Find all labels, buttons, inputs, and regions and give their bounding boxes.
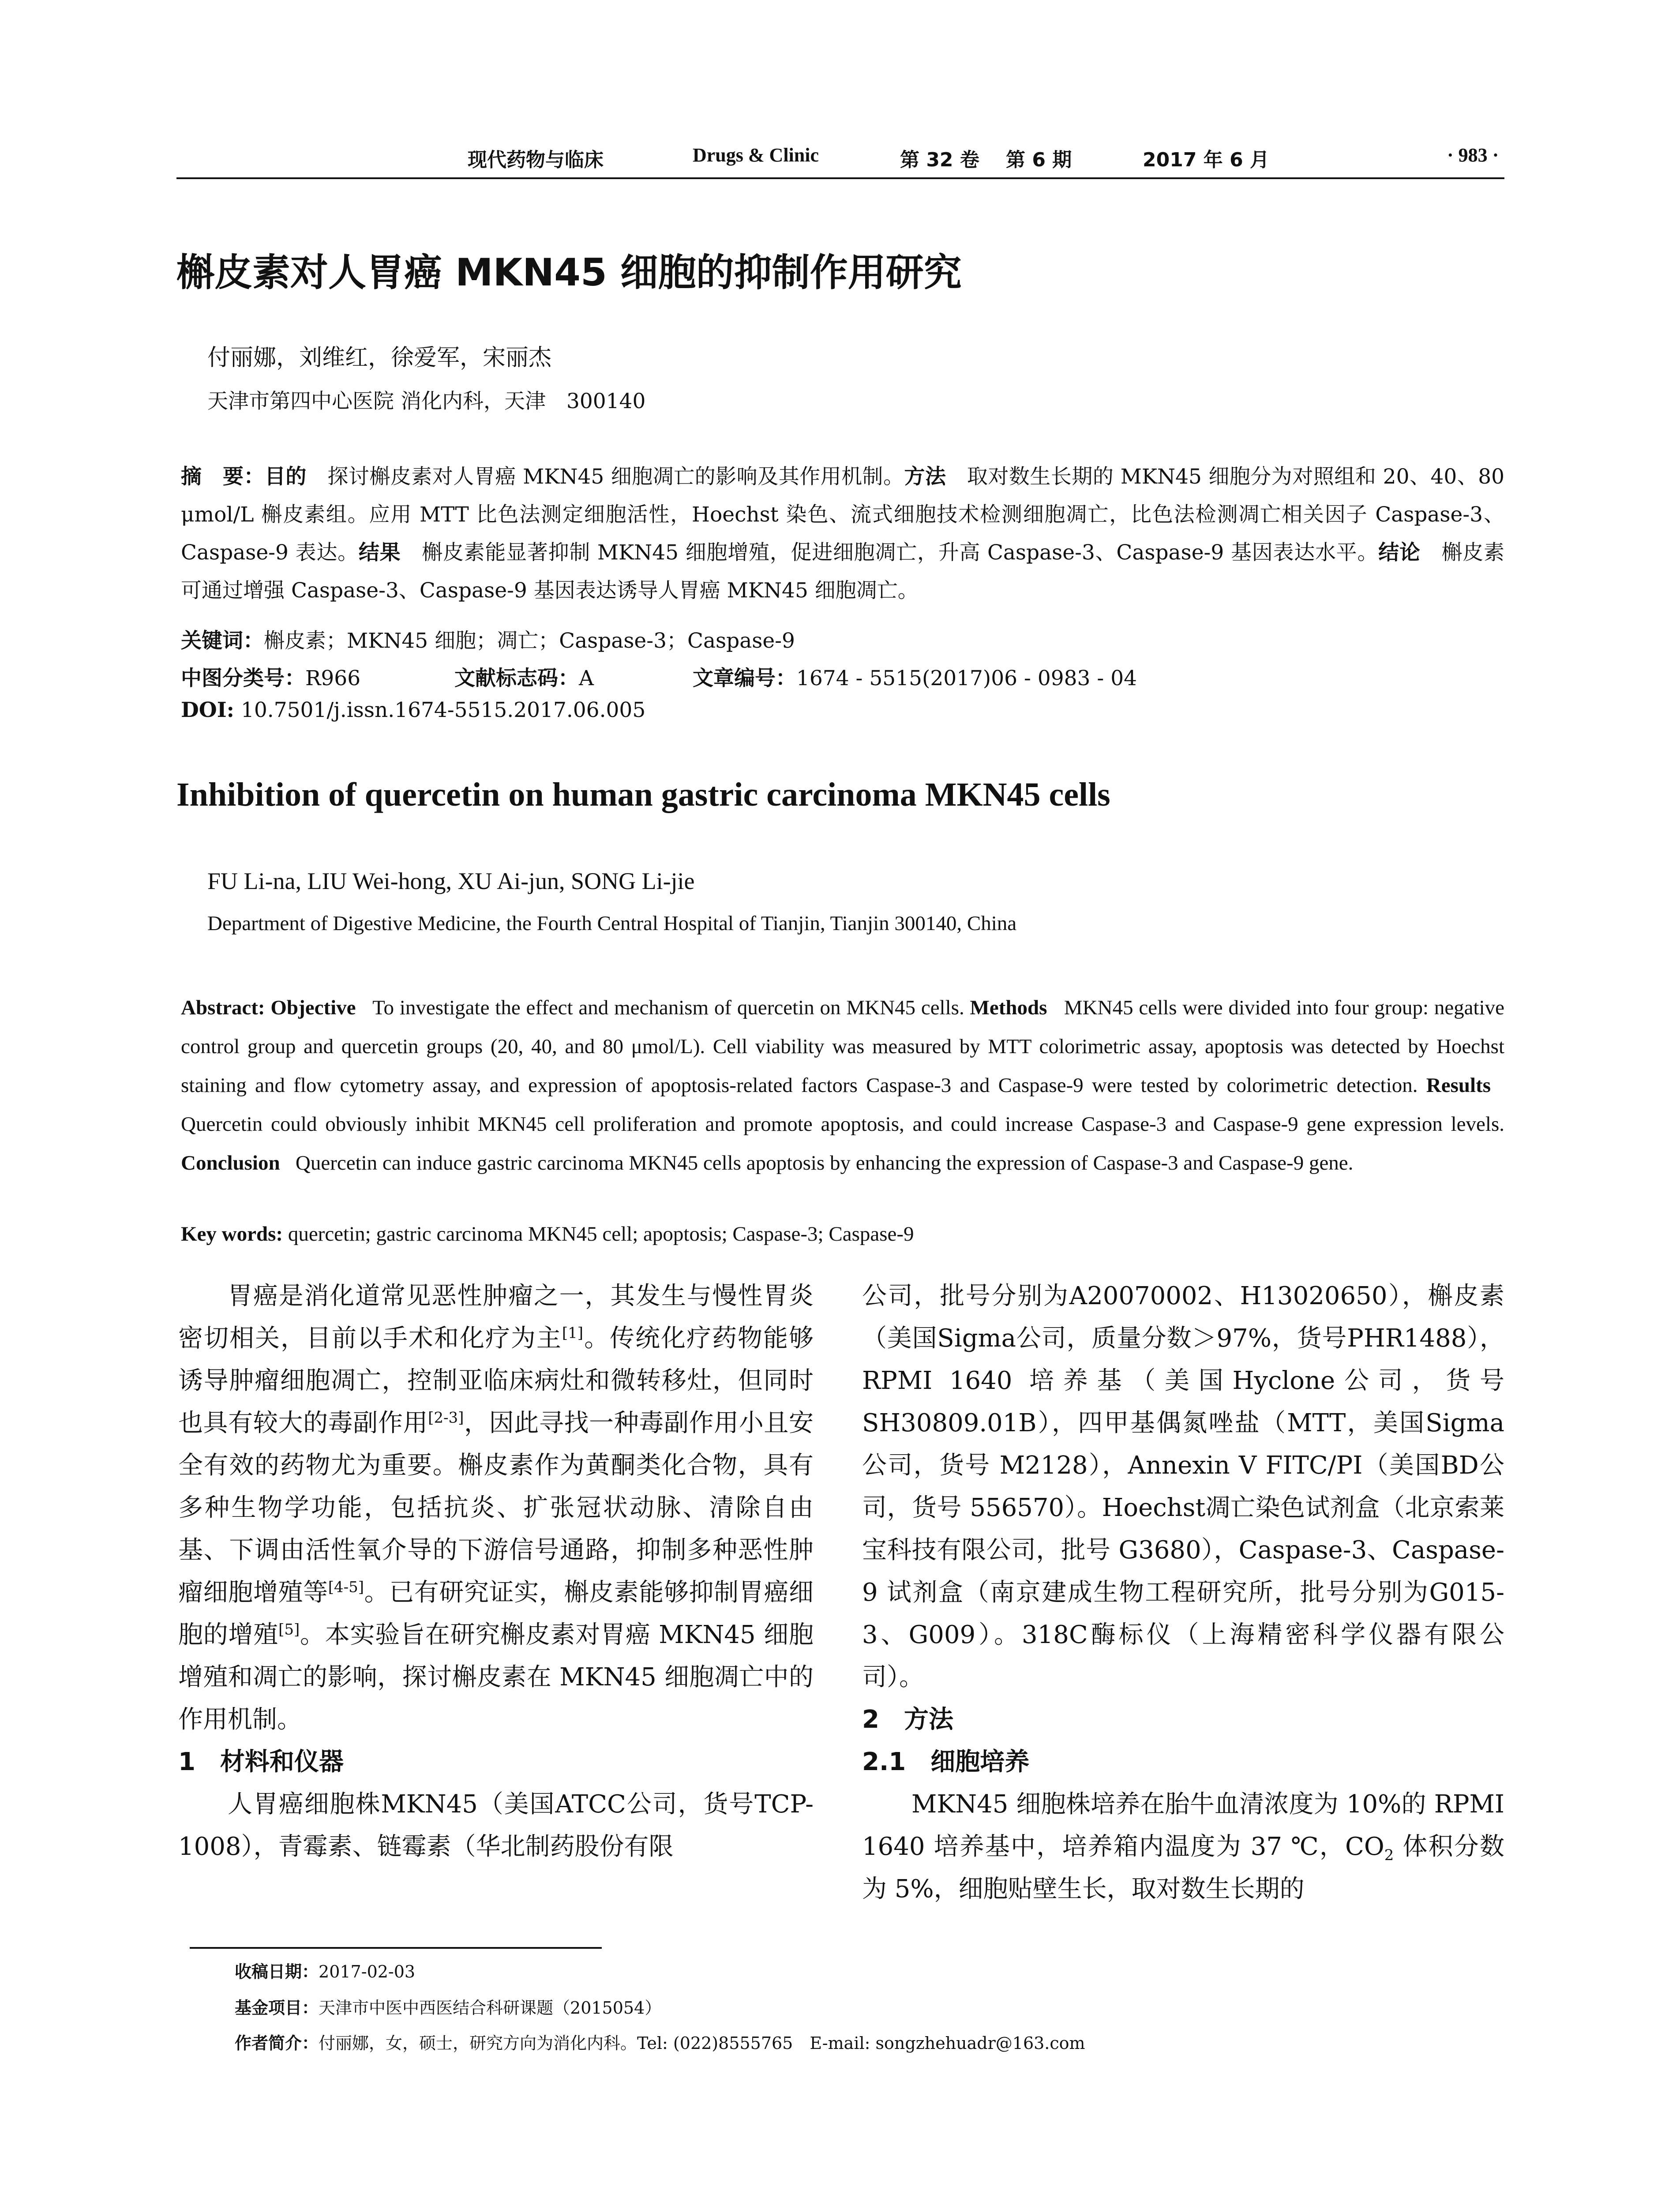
section-heading-methods: 2 方法 — [862, 1705, 953, 1734]
doc-code-value: A — [579, 666, 594, 690]
author-bio-value: 付丽娜，女，硕士，研究方向为消化内科。Tel: (022)8555765 E-mail: songzhehuadr@163.com — [319, 2033, 1085, 2053]
methods-en: MKN45 cells were divided into four group: negative control group and quercetin groups (20, 40, and 80 μmol/L). Cell viability was measured by MTT colorimetric assay, apoptosis was detected by Hoechst staining and flow cytometry assay, and expression of apoptosis-related factors Caspase-3 and Caspase-9 were tested by colorimetric detection. — [181, 996, 1505, 1097]
fund-value: 天津市中医中西医结合科研课题（2015054） — [319, 1998, 662, 2018]
received-label: 收稿日期： — [235, 1962, 319, 1981]
citation-1: [1] — [562, 1324, 584, 1342]
materials-paragraph-start: 人胃癌细胞株MKN45（美国ATCC公司，货号TCP-1008），青霉素、链霉素（华北制药股份有限 — [178, 1790, 814, 1861]
intro-text-5: 。本实验旨在研究槲皮素对胃癌 MKN45 细胞增殖和凋亡的影响，探讨槲皮素在 MKN45 细胞凋亡中的作用机制。 — [178, 1621, 814, 1734]
results-label-en: Results — [1426, 1074, 1491, 1097]
classification-line — [181, 662, 360, 691]
materials-paragraph-continued: 公司，批号分别为A20070002、H13020650），槲皮素（美国Sigma公司，质量分数＞97%，货号PHR1488），RPMI 1640 培养基（美国Hyclone公司，货号SH30809.01B），四甲基偶氮唑盐（MTT，美国Sigma公司，货号 M2128），Annexin V FITC/PI（美国BD公司，货号 556570）。Hoechst凋亡染色试剂盒（北京索莱宝科技有限公司，批号 G3680），Caspase-3、Caspase-9 试剂盒（南京建成生物工程研究所，批号分别为G015-3、G009）。318C酶标仪（上海精密科学仪器有限公司）。 — [862, 1282, 1504, 1692]
conclusion-en: Quercetin can induce gastric carcinoma MKN45 cells apoptosis by enhancing the expression of Caspase-3 and Caspase-9 gene. — [295, 1152, 1354, 1174]
doi-line — [181, 698, 645, 722]
intro-text-3: ，因此寻找一种毒副作用小且安全有效的药物尤为重要。槲皮素作为黄酮类化合物，具有多种生物学功能，包括抗炎、扩张冠状动脉、清除自由基、下调由活性氧介导的下游信号通路，抑制多种恶性肿瘤细胞增殖等 — [178, 1409, 814, 1607]
citation-4: [5] — [278, 1621, 300, 1639]
citation-3: [4-5] — [328, 1578, 364, 1596]
abstract-label-cn: 摘 要： — [181, 465, 265, 489]
methods-label-en: Methods — [970, 996, 1047, 1019]
results-en: Quercetin could obviously inhibit MKN45 cell proliferation and promote apoptosis, and could increase Caspase-3 and Caspase-9 gene expression levels. — [181, 1113, 1504, 1136]
keywords-cn-line — [181, 624, 795, 654]
intro-paragraph — [178, 1275, 814, 1741]
doi-value: 10.7501/j.issn.1674-5515.2017.06.005 — [241, 698, 646, 722]
conclusion-label-en: Conclusion — [181, 1152, 280, 1174]
conclusion-label-cn: 结论 — [1378, 540, 1421, 565]
authors-cn: 付丽娜，刘维红，徐爱军，宋丽杰 — [207, 345, 552, 371]
results-label-cn: 结果 — [358, 540, 401, 565]
footnote-fund — [235, 1994, 661, 2018]
methods-label-cn: 方法 — [904, 465, 946, 489]
footnote-author — [235, 2030, 1085, 2054]
body-column-left — [178, 1275, 814, 1868]
author-bio-label: 作者简介： — [235, 2033, 319, 2053]
issue: 第 6 期 — [1006, 149, 1072, 171]
co2-subscript: 2 — [1384, 1846, 1394, 1865]
issue-date: 2017 年 6 月 — [1143, 149, 1270, 171]
objective-cn: 探讨槲皮素对人胃癌 MKN45 细胞凋亡的影响及其作用机制。 — [327, 465, 904, 489]
page-number: · 983 · — [1447, 144, 1499, 166]
article-title-en: Inhibition of quercetin on human gastric carcinoma MKN45 cells — [176, 776, 1110, 813]
article-number-value: 1674 - 5515(2017)06 - 0983 - 04 — [796, 666, 1137, 690]
keywords-label-cn: 关键词： — [181, 629, 264, 653]
section-heading-materials: 1 材料和仪器 — [178, 1748, 344, 1776]
citation-2: [2-3] — [428, 1409, 464, 1427]
objective-label-en: Objective — [270, 996, 356, 1019]
authors-en: FU Li-na, LIU Wei-hong, XU Ai-jun, SONG Li-jie — [207, 868, 695, 894]
article-title-cn: 槲皮素对人胃癌 MKN45 细胞的抑制作用研究 — [176, 251, 962, 295]
objective-label-cn: 目的 — [264, 465, 307, 489]
keywords-en-line — [181, 1222, 914, 1246]
clc-label: 中图分类号： — [181, 666, 305, 690]
volume: 第 32 卷 — [900, 149, 979, 171]
clc-value: R966 — [305, 666, 361, 690]
affiliation-cn: 天津市第四中心医院 消化内科，天津 300140 — [207, 389, 646, 413]
cell-culture-paragraph — [862, 1783, 1504, 1910]
intro-text-2: 。传统化疗药物能够诱导肿瘤细胞凋亡，控制亚临床病灶和微转移灶，但同时也具有较大的毒副作用 — [178, 1324, 814, 1437]
intro-text-4: 。已有研究证实，槲皮素能够抑制胃癌细胞的增殖 — [178, 1578, 814, 1649]
affiliation-en: Department of Digestive Medicine, the Fourth Central Hospital of Tianjin, Tianjin 300140, China — [207, 912, 1017, 935]
conclusion-cn: 槲皮素可通过增强 Caspase-3、Caspase-9 基因表达诱导人胃癌 MKN45 细胞凋亡。 — [181, 540, 1505, 603]
fund-label: 基金项目： — [235, 1998, 319, 2018]
body-column-right — [862, 1275, 1504, 1910]
keywords-cn: 槲皮素；MKN45 细胞；凋亡；Caspase-3；Caspase-9 — [264, 629, 795, 653]
abstract-label-en: Abstract: — [181, 996, 265, 1019]
journal-name-en: Drugs & Clinic — [693, 144, 819, 166]
keywords-label-en: Key words: — [181, 1223, 283, 1246]
doi-label: DOI: — [181, 698, 235, 722]
intro-text-1: 胃癌是消化道常见恶性肿瘤之一，其发生与慢性胃炎密切相关，目前以手术和化疗为主 — [178, 1282, 814, 1353]
keywords-en: quercetin; gastric carcinoma MKN45 cell; apoptosis; Caspase-3; Caspase-9 — [288, 1223, 914, 1246]
article-number-line — [693, 662, 1137, 691]
culture-text-2: 体积分数为 5%，细胞贴壁生长，取对数生长期的 — [862, 1832, 1504, 1903]
culture-text-1: MKN45 细胞株培养在胎牛血清浓度为 10%的 RPMI 1640 培养基中，培养箱内温度为 37 ℃，CO — [862, 1790, 1504, 1861]
journal-name-cn: 现代药物与临床 — [468, 149, 604, 171]
article-number-label: 文章编号： — [693, 666, 796, 690]
abstract-en — [181, 988, 1504, 1182]
footnote-received — [235, 1958, 415, 1982]
abstract-cn — [181, 458, 1504, 610]
received-date: 2017-02-03 — [319, 1962, 416, 1981]
header-rule — [176, 177, 1504, 179]
footnote-rule — [190, 1947, 602, 1949]
results-cn: 槲皮素能显著抑制 MKN45 细胞增殖，促进细胞凋亡，升高 Caspase-3、Caspase-9 基因表达水平。 — [422, 540, 1379, 565]
running-header — [176, 140, 1504, 180]
doc-code-line — [454, 662, 594, 691]
subsection-heading-cell-culture: 2.1 细胞培养 — [862, 1748, 1030, 1776]
objective-en: To investigate the effect and mechanism of quercetin on MKN45 cells. — [372, 996, 964, 1019]
doc-code-label: 文献标志码： — [454, 666, 579, 690]
methods-cn: 取对数生长期的 MKN45 细胞分为对照组和 20、40、80 μmol/L 槲皮素组。应用 MTT 比色法测定细胞活性，Hoechst 染色、流式细胞技术检测细胞凋亡，比色法检测凋亡相关因子 Caspase-3、Caspase-9 表达。 — [181, 465, 1505, 565]
